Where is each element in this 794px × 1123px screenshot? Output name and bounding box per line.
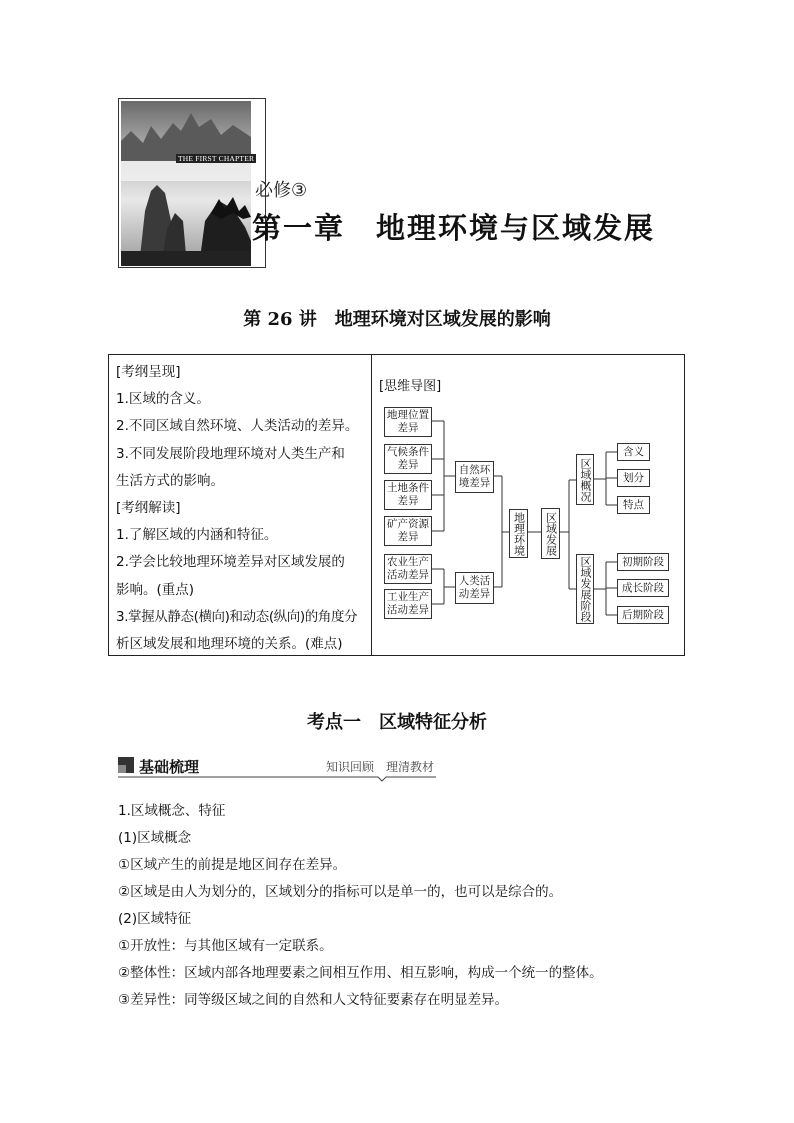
syllabus-line: 1.区域的含义。 xyxy=(116,391,210,408)
lecture-title: 第 26 讲 地理环境对区域发展的影响 xyxy=(243,309,551,330)
overview-item-box: 含义 xyxy=(617,443,650,461)
syllabus-line: 3.不同发展阶段地理环境对人类生产和 xyxy=(116,445,345,462)
body-line: ①区域产生的前提是地区间存在差异。 xyxy=(118,857,347,873)
stage-item-box: 初期阶段 xyxy=(617,553,669,571)
body-text xyxy=(118,798,698,1014)
syllabus-line: [考纲解读] xyxy=(116,500,181,517)
body-line: ③差异性：同等级区域之间的自然和人文特征要素存在明显差异。 xyxy=(118,992,509,1008)
factor-box: 工业生产活动差异 xyxy=(384,589,432,619)
stage-item-box: 成长阶段 xyxy=(617,579,669,597)
body-line: ②整体性：区域内部各地理要素之间相互作用、相互影响，构成一个统一的整体。 xyxy=(118,965,603,981)
overview-item-box: 划分 xyxy=(617,469,650,487)
overview-item-box: 特点 xyxy=(617,496,650,514)
region-development-stage-box: 区域发展阶段 xyxy=(576,554,594,624)
chapter-title: 第一章 地理环境与区域发展 xyxy=(252,211,656,245)
body-line: (1)区域概念 xyxy=(118,830,192,846)
factor-box: 农业生产活动差异 xyxy=(384,554,432,584)
geographic-environment-box: 地理环境 xyxy=(509,509,528,558)
syllabus-line: [考纲呈现] xyxy=(116,364,181,380)
syllabus-line: 2.不同区域自然环境、人类活动的差异。 xyxy=(116,418,359,435)
section-bar-subtitle: 知识回顾 理清教材 xyxy=(326,760,435,774)
region-overview-box: 区域概况 xyxy=(576,454,594,505)
mind-map xyxy=(372,355,684,655)
factor-box: 矿产资源差异 xyxy=(384,516,432,546)
factor-box: 气候条件差异 xyxy=(384,444,432,474)
syllabus-line: 1.了解区域的内涵和特征。 xyxy=(116,527,278,544)
section-bar-title: 基础梳理 xyxy=(139,758,200,776)
factor-box: 地理位置差异 xyxy=(384,407,432,437)
regional-development-box: 区域发展 xyxy=(541,508,560,559)
body-line: (2)区域特征 xyxy=(118,911,192,927)
syllabus-column xyxy=(109,355,372,655)
human-activity-difference-box: 人类活动差异 xyxy=(455,572,494,604)
syllabus-line: 生活方式的影响。 xyxy=(116,472,224,489)
body-line: ①开放性：与其他区域有一定联系。 xyxy=(118,938,333,954)
chapter-english-caption: THE FIRST CHAPTER xyxy=(178,154,255,163)
mind-map-label: [思维导图] xyxy=(379,379,442,394)
mountain-landscape-image xyxy=(121,101,251,266)
syllabus-line: 2.学会比较地理环境差异对区域发展的 xyxy=(116,554,345,571)
stage-item-box: 后期阶段 xyxy=(617,606,669,624)
square-icon xyxy=(118,757,134,773)
volume-label: 必修③ xyxy=(255,180,308,201)
syllabus-line: 析区域发展和地理环境的关系。(难点) xyxy=(116,636,343,653)
syllabus-line: 3.掌握从静态(横向)和动态(纵向)的角度分 xyxy=(116,608,358,625)
syllabus-table xyxy=(108,354,685,656)
natural-environment-difference-box: 自然环境差异 xyxy=(455,461,494,493)
section-bar-rule xyxy=(118,776,436,784)
section-title: 考点一 区域特征分析 xyxy=(307,712,487,733)
body-line: 1.区域概念、特征 xyxy=(118,803,226,819)
factor-box: 土地条件差异 xyxy=(384,480,432,510)
body-line: ②区域是由人为划分的，区域划分的指标可以是单一的，也可以是综合的。 xyxy=(118,884,563,900)
syllabus-line: 影响。(重点) xyxy=(116,581,195,598)
